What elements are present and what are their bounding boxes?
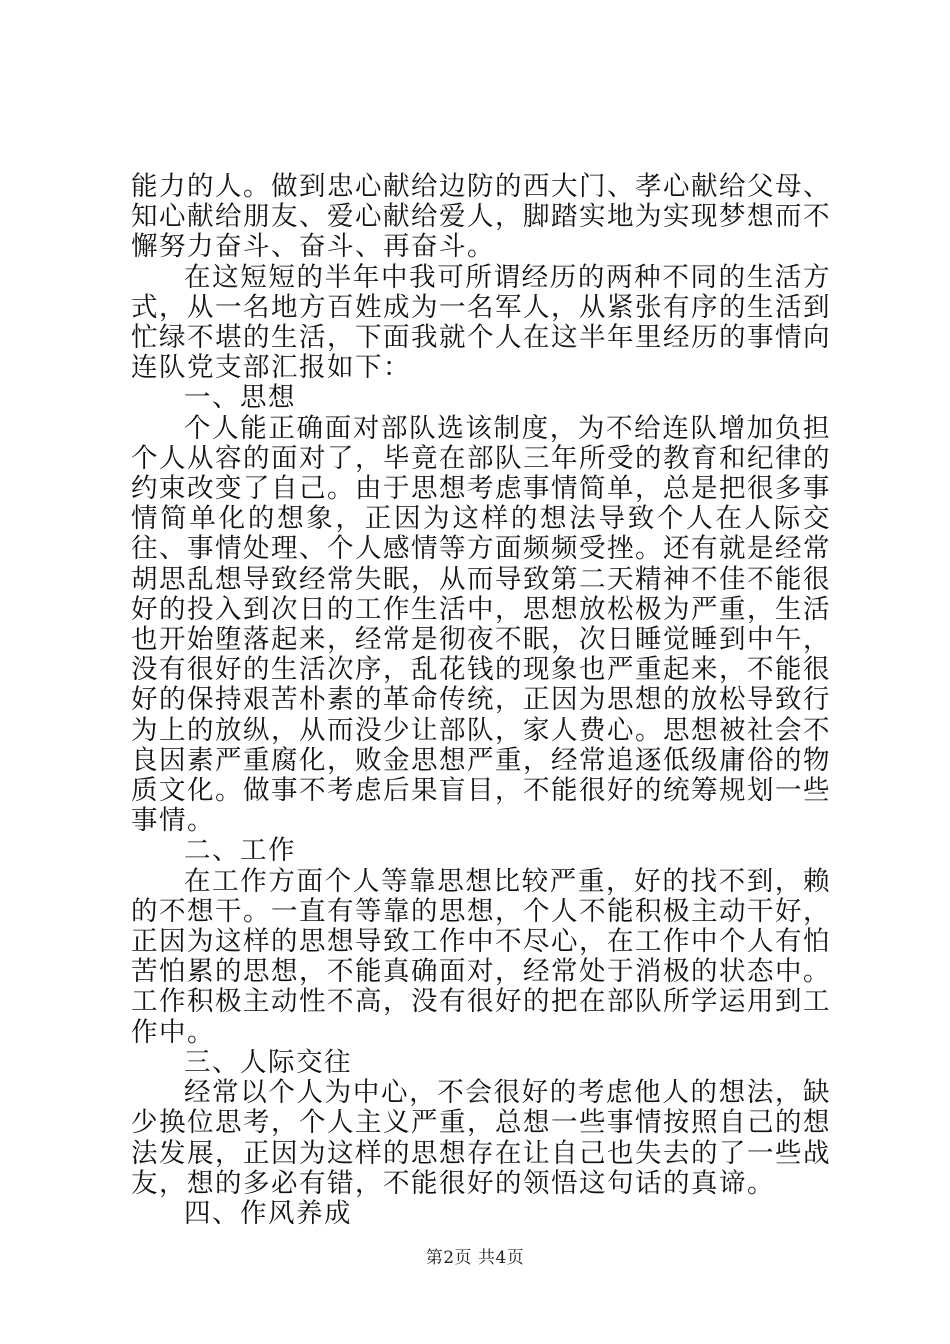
paragraph-thought: 个人能正确面对部队选该制度，为不给连队增加负担个人从容的面对了，毕竟在部队三年所受的教育和纪律的约束改变了自己。由于思想考虑事情简单，总是把很多事情简单化的想象，正因为这样的想法导致个人在人际交往、事情处理、个人感情等方面频频受挫。还有就是经常胡思乱想导致经常失眠，从而导致第二天精神不佳不能很好的投入到次日的工作生活中，思想放松极为严重，生活也开始堕落起来，经常是彻夜不眠，次日睡觉睡到中午，没有很好的生活次序，乱花钱的现象也严重起来，不能很好的保持艰苦朴素的革命传统，正因为思想的放松导致行为上的放纵，从而没少让部队，家人费心。思想被社会不良因素严重腐化，败金思想严重，经常追逐低级庸俗的物质文化。做事不考虑后果盲目，不能很好的统筹规划一些事情。: [131, 412, 831, 837]
section-heading-work: 二、工作: [184, 835, 296, 867]
paragraph-work: 在工作方面个人等靠思想比较严重，好的找不到，赖的不想干。一直有等靠的思想，个人不能积极主动干好，正因为这样的思想导致工作中不尽心，在工作中个人有怕苦怕累的思想，不能真确面对，经常处于消极的状态中。工作积极主动性不高，没有很好的把在部队所学运用到工作中。: [131, 865, 831, 1048]
paragraph-continuation: 能力的人。做到忠心献给边防的西大门、孝心献给父母、知心献给朋友、爱心献给爱人，脚踏实地为实现梦想而不懈努力奋斗、奋斗、再奋斗。: [131, 171, 831, 263]
section-heading-relations: 三、人际交往: [184, 1046, 352, 1078]
paragraph-intro: 在这短短的半年中我可所谓经历的两种不同的生活方式，从一名地方百姓成为一名军人，从紧张有序的生活到忙绿不堪的生活，下面我就个人在这半年里经历的事情向连队党支部汇报如下：: [131, 261, 831, 384]
paragraph-relations: 经常以个人为中心，不会很好的考虑他人的想法，缺少换位思考，个人主义严重，总想一些事情按照自己的想法发展，正因为这样的思想存在让自己也失去的了一些战友，想的多必有错，不能很好的领悟这句话的真谛。: [131, 1077, 831, 1199]
page-number-footer: 第2页 共4页: [425, 1248, 525, 1268]
section-heading-conduct: 四、作风养成: [184, 1197, 352, 1229]
section-heading-thought: 一、思想: [184, 382, 296, 414]
document-body: [131, 172, 831, 1229]
